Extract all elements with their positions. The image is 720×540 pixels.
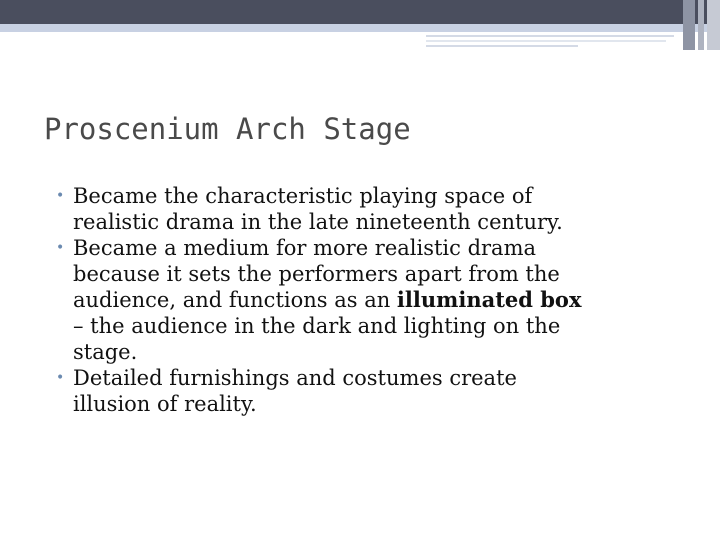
decorative-bar	[698, 0, 704, 50]
bullet-text-fragment: audience, and functions as an	[73, 288, 397, 312]
bullet-item	[56, 235, 696, 365]
header-band-light	[0, 24, 720, 32]
bullet-icon: •	[56, 370, 65, 386]
decorative-bar	[707, 0, 720, 50]
bullet-item	[56, 183, 696, 235]
emphasis-text: illuminated box	[396, 287, 582, 312]
header-band-dark	[0, 0, 720, 24]
slide-title: Proscenium Arch Stage	[44, 112, 411, 146]
bullet-icon: •	[56, 240, 65, 256]
bullet-text-line: illusion of reality.	[73, 392, 257, 416]
bullet-text-line: realistic drama in the late nineteenth century.	[73, 210, 563, 234]
bullet-item	[56, 365, 696, 417]
decorative-line	[426, 40, 666, 42]
bullet-icon: •	[56, 188, 65, 204]
bullet-list	[56, 183, 696, 417]
decorative-bar	[683, 0, 695, 50]
bullet-text-line: Became the characteristic playing space of	[73, 184, 533, 208]
decorative-line	[426, 35, 674, 37]
bullet-text-line: – the audience in the dark and lighting on the	[73, 314, 561, 338]
bullet-text-line: stage.	[73, 340, 138, 364]
bullet-text-line: Became a medium for more realistic drama	[73, 236, 537, 260]
bullet-text-line: because it sets the performers apart from the	[73, 262, 560, 286]
decorative-line	[426, 45, 578, 47]
bullet-text-line: Detailed furnishings and costumes create	[73, 366, 517, 390]
bullet-text-line	[73, 287, 696, 313]
